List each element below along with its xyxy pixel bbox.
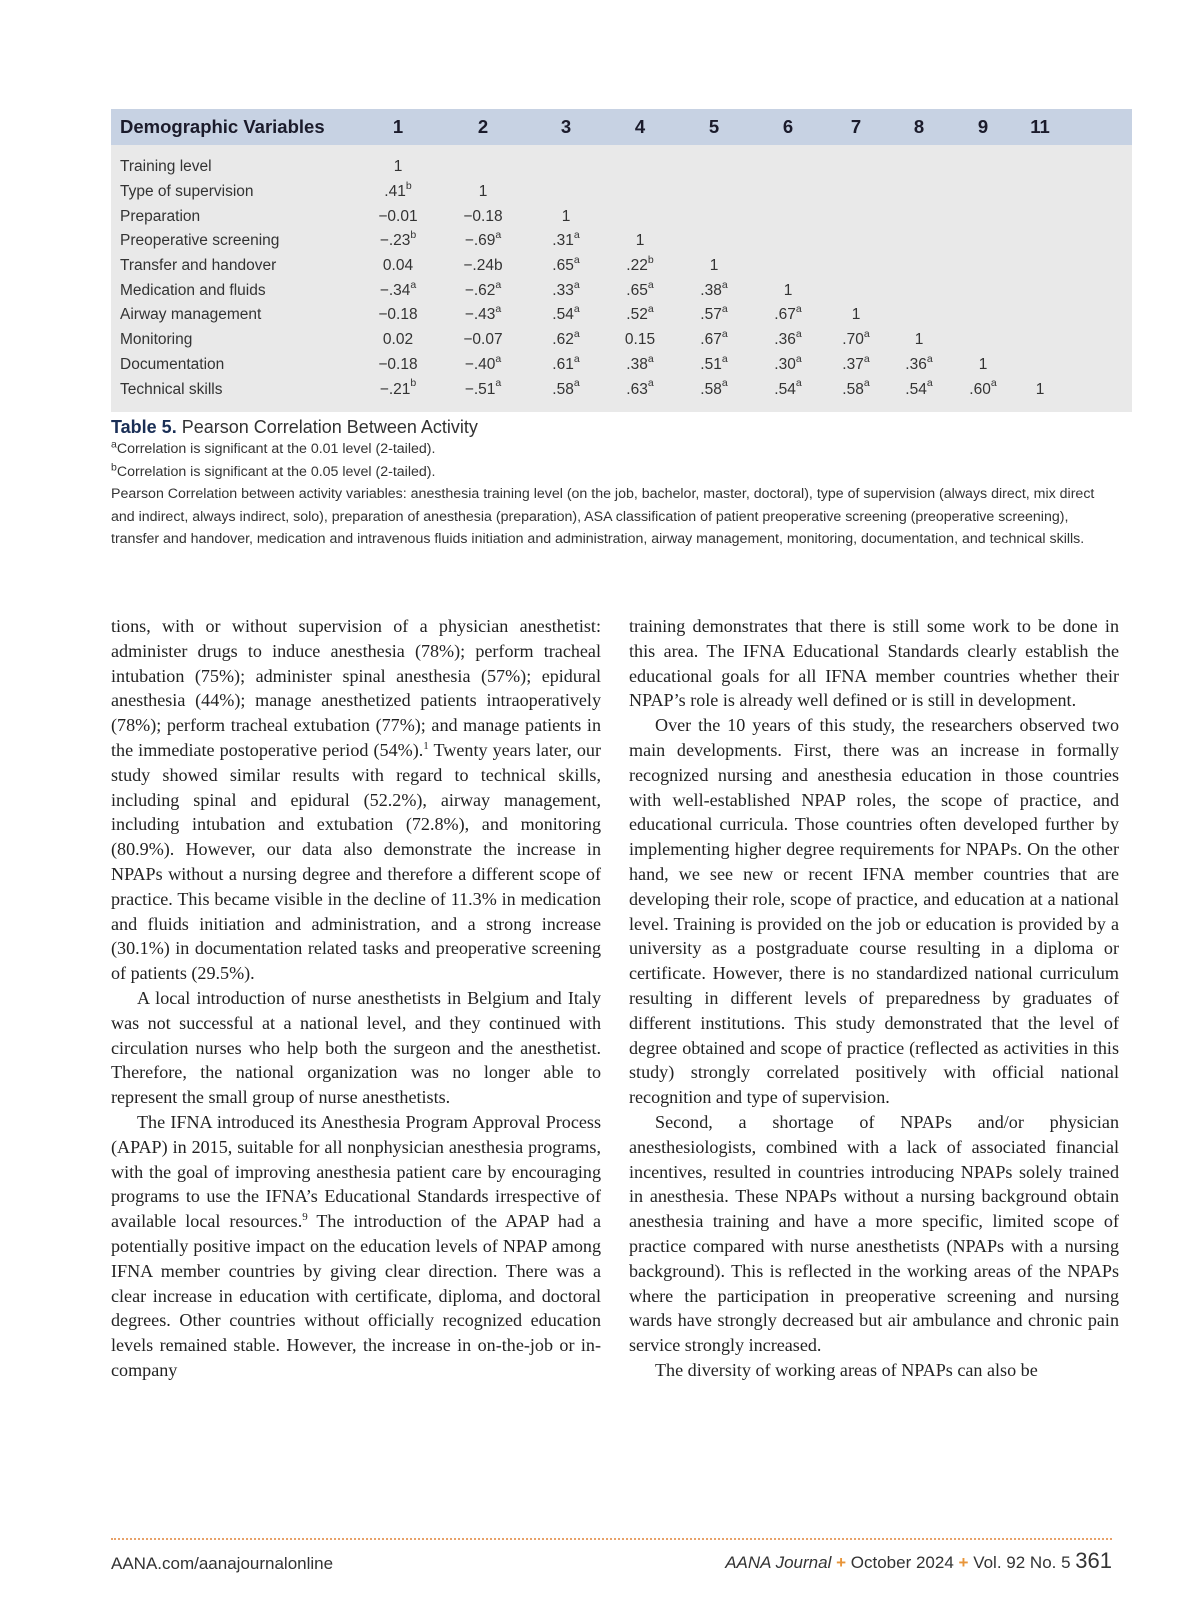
reference-1: 1 <box>423 739 429 752</box>
correlation-cell <box>359 377 437 402</box>
footnote-a-mark: a <box>111 438 117 451</box>
row-spacer <box>1065 353 1132 378</box>
correlation-cell <box>751 180 825 205</box>
row-label: Documentation <box>120 355 225 373</box>
correlation-value: −.51 <box>464 380 496 398</box>
header-col-9: 9 <box>951 109 1015 145</box>
significance-mark: a <box>647 377 654 390</box>
significance-mark: a <box>795 328 802 340</box>
correlation-cell <box>677 155 751 180</box>
correlation-value: .58 <box>700 380 722 398</box>
correlation-value: .52 <box>626 306 648 324</box>
correlation-cell <box>437 229 529 254</box>
correlation-cell <box>603 353 677 378</box>
correlation-cell <box>437 204 529 229</box>
correlation-cell <box>887 254 951 279</box>
significance-mark: a <box>926 352 933 365</box>
correlation-cell <box>887 204 951 229</box>
row-label: Preoperative screening <box>120 232 280 250</box>
correlation-cell <box>951 229 1015 254</box>
plus-icon: + <box>836 1553 847 1572</box>
table-bottom-padding <box>111 402 1132 412</box>
journal-name: AANA Journal <box>725 1553 832 1572</box>
correlation-value: 1 <box>783 281 793 299</box>
table-row <box>111 254 1132 279</box>
table-row <box>111 303 1132 328</box>
left-p1-text-a: tions, with or without supervision of a physician anesthetist: administer drugs to induce anesthesia (78%); perform tracheal intubation (75%); administer spinal anesthesia (57%); epidural anesthesia (44%); manage anesthetized patients intraoperatively (78%); perform tracheal extubation (77%); and manage patients in the immediate postoperative period (54%). <box>111 616 601 760</box>
correlation-value: .65 <box>626 281 648 299</box>
significance-mark: a <box>573 303 580 316</box>
correlation-cell <box>825 353 887 378</box>
row-label: Airway management <box>120 306 262 324</box>
significance-mark: a <box>647 352 654 365</box>
volume-issue: Vol. 92 No. 5 <box>973 1553 1071 1572</box>
left-p1-text-b: Twenty years later, our study showed similar results with regard to technical skills, including spinal and epidural (52.2%), airway management, including intubation and extubation (72.8%), and monitoring (80.9%). However, our data also demonstrate the increase in NPAPs without a nursing degree and therefore a different scope of practice. This became visible in the decline of 11.3% in medication and fluids initiation and administration, and a strong increase (30.1%) in documentation related tasks and preoperative screening of patients (29.5%). <box>111 739 601 984</box>
correlation-cell <box>677 254 751 279</box>
header-col-1: 1 <box>359 109 437 145</box>
correlation-value: .31 <box>552 232 574 250</box>
significance-mark: a <box>573 229 580 242</box>
header-col-5: 5 <box>677 109 751 145</box>
correlation-cell <box>677 328 751 353</box>
body-column-left <box>111 614 601 1383</box>
correlation-cell <box>677 204 751 229</box>
correlation-cell <box>359 204 437 229</box>
correlation-value: −.69 <box>464 232 496 250</box>
correlation-value: 1 <box>1035 380 1045 398</box>
significance-mark: a <box>647 278 654 291</box>
header-variable-label: Demographic Variables <box>111 109 359 145</box>
significance-mark: a <box>495 377 502 390</box>
table-caption <box>111 416 1112 551</box>
significance-mark: b <box>410 229 417 242</box>
correlation-cell <box>1015 155 1065 180</box>
row-spacer <box>1065 180 1132 205</box>
significance-mark: b <box>410 377 417 390</box>
correlation-value: .36 <box>905 355 927 373</box>
significance-mark: a <box>795 352 802 365</box>
correlation-cell <box>887 278 951 303</box>
correlation-cell <box>359 353 437 378</box>
correlation-value: −.43 <box>464 306 496 324</box>
table-row <box>111 180 1132 205</box>
correlation-value: .54 <box>552 306 574 324</box>
correlation-value: .57 <box>700 306 722 324</box>
correlation-cell <box>359 278 437 303</box>
correlation-cell <box>751 353 825 378</box>
correlation-value: .67 <box>774 306 796 324</box>
correlation-cell <box>887 353 951 378</box>
correlation-value: .41 <box>384 183 406 201</box>
correlation-cell <box>1015 229 1065 254</box>
correlation-cell <box>751 328 825 353</box>
correlation-cell <box>751 303 825 328</box>
significance-mark: a <box>990 377 997 390</box>
footer-dotted-rule <box>111 1538 1112 1540</box>
correlation-cell <box>1015 303 1065 328</box>
correlation-cell <box>887 180 951 205</box>
header-col-11: 11 <box>1015 109 1065 145</box>
correlation-cell <box>437 328 529 353</box>
correlation-cell <box>437 254 529 279</box>
correlation-value: 1 <box>851 306 861 324</box>
correlation-value: −.24b <box>463 257 503 275</box>
correlation-value: .36 <box>774 331 796 349</box>
significance-mark: a <box>573 377 580 390</box>
row-label: Transfer and handover <box>120 257 277 275</box>
caption-description: Pearson Correlation between activity variables: anesthesia training level (on the job, bachelor, master, doctoral), type of supervision (always direct, mix direct and indirect, always indirect, solo), preparation of anesthesia (preparation), ASA classification of patient preoperative screening (preoperative screening), transfer and handover, medication and intravenous fluids initiation and administration, airway management, monitoring, documentation, and technical skills. <box>111 486 1095 547</box>
correlation-cell <box>825 229 887 254</box>
row-spacer <box>1065 278 1132 303</box>
correlation-value: .65 <box>552 257 574 275</box>
correlation-cell <box>825 303 887 328</box>
correlation-cell <box>751 229 825 254</box>
correlation-value: 1 <box>393 158 403 176</box>
table-header-row <box>111 109 1132 145</box>
row-spacer <box>1065 254 1132 279</box>
correlation-cell <box>603 328 677 353</box>
correlation-cell <box>951 155 1015 180</box>
correlation-value: −.23 <box>379 232 411 250</box>
correlation-cell <box>359 328 437 353</box>
correlation-value: .51 <box>700 355 722 373</box>
right-paragraph-1: training demonstrates that there is still some work to be done in this area. The IFNA Educational Standards clearly establish the educational goals for all IFNA member countries whether their NPAP’s role is already well defined or is still in development. <box>629 616 1119 711</box>
correlation-cell <box>751 204 825 229</box>
correlation-cell <box>1015 204 1065 229</box>
row-spacer <box>1065 204 1132 229</box>
significance-mark: a <box>721 278 728 291</box>
significance-mark: a <box>795 377 802 390</box>
significance-mark: a <box>495 352 502 365</box>
journal-website-link[interactable]: AANA.com/aanajournalonline <box>111 1554 334 1573</box>
table-row <box>111 353 1132 378</box>
table-row <box>111 204 1132 229</box>
correlation-cell <box>751 377 825 402</box>
correlation-cell <box>677 278 751 303</box>
issue-date: October 2024 <box>850 1553 954 1572</box>
correlation-cell <box>437 180 529 205</box>
significance-mark: a <box>721 303 728 316</box>
correlation-cell <box>1015 377 1065 402</box>
significance-mark: a <box>795 303 802 316</box>
correlation-cell <box>677 229 751 254</box>
correlation-cell <box>603 254 677 279</box>
right-paragraph-4: The diversity of working areas of NPAPs can also be <box>655 1359 1038 1380</box>
row-spacer <box>1065 229 1132 254</box>
correlation-cell <box>1015 328 1065 353</box>
correlation-value: −0.18 <box>378 306 418 324</box>
table-top-padding-cell <box>111 145 1132 155</box>
correlation-cell <box>825 377 887 402</box>
table-row <box>111 229 1132 254</box>
correlation-cell <box>825 328 887 353</box>
correlation-cell <box>951 180 1015 205</box>
plus-icon: + <box>958 1553 969 1572</box>
correlation-value: .54 <box>905 380 927 398</box>
footer-citation <box>725 1548 1112 1574</box>
left-paragraph-3 <box>111 1110 601 1383</box>
correlation-value: −0.01 <box>378 207 418 225</box>
correlation-cell <box>1015 353 1065 378</box>
correlation-cell <box>529 328 603 353</box>
footnote-b-text: Correlation is significant at the 0.05 level (2-tailed). <box>116 463 436 480</box>
correlation-cell <box>529 254 603 279</box>
correlation-value: .37 <box>842 355 864 373</box>
correlation-cell <box>359 155 437 180</box>
correlation-cell <box>887 328 951 353</box>
left-paragraph-2: A local introduction of nurse anesthetists in Belgium and Italy was not successful at a national level, and they continued with circulation nurses who help both the surgeon and the anesthetist. Therefore, the national organization was no longer able to represent the small group of nurse anesthetists. <box>111 987 601 1108</box>
caption-title-line <box>111 416 1112 438</box>
header-col-8: 8 <box>887 109 951 145</box>
correlation-value: 1 <box>478 183 488 201</box>
significance-mark: a <box>721 377 728 390</box>
correlation-value: .54 <box>774 380 796 398</box>
row-label: Medication and fluids <box>120 281 266 299</box>
significance-mark: a <box>573 352 580 365</box>
footnote-a <box>111 438 1112 461</box>
correlation-cell <box>825 254 887 279</box>
correlation-value: 1 <box>978 355 988 373</box>
significance-mark: a <box>573 328 580 340</box>
correlation-cell <box>751 278 825 303</box>
correlation-value: .63 <box>626 380 648 398</box>
correlation-cell <box>603 303 677 328</box>
correlation-cell <box>887 377 951 402</box>
correlation-cell <box>359 303 437 328</box>
correlation-cell <box>603 204 677 229</box>
reference-9: 9 <box>302 1211 308 1224</box>
left-p3-text-b: The introduction of the APAP had a potentially positive impact on the education levels of NPAP among IFNA member countries by giving clear direction. There was a clear increase in education with certificate, diploma, and doctoral degrees. Other countries without officially recognized education levels remained stable. However, the increase in on-the-job or in-company <box>111 1211 601 1380</box>
correlation-cell <box>529 229 603 254</box>
row-label: Preparation <box>120 207 201 225</box>
significance-mark: a <box>863 328 870 340</box>
correlation-value: −.34 <box>379 281 411 299</box>
correlation-cell <box>887 229 951 254</box>
correlation-cell <box>751 155 825 180</box>
correlation-cell <box>529 204 603 229</box>
right-paragraph-2: Over the 10 years of this study, the researchers observed two main developments. First, there was an increase in formally recognized nursing and anesthesia education in those countries with well-established NPAP roles, the scope of practice, and educational curricula. Those countries often developed further by implementing higher degree requirements for NPAPs. On the other hand, we see new or recent IFNA member countries that are developing their role, scope of practice, and education at a national level. Training is provided on the job or education is provided by a university as a postgraduate course resulting in a diploma or certificate. However, there is no standardized national curriculum resulting in different levels of preparedness by graduates of different institutions. This study demonstrated that the level of degree obtained and scope of practice (reflected as activities in this study) strongly correlated positively with official national recognition and type of supervision. <box>629 715 1119 1108</box>
significance-mark: a <box>721 352 728 365</box>
correlation-table-container <box>111 109 1112 412</box>
body-column-right <box>629 614 1119 1383</box>
correlation-cell <box>359 254 437 279</box>
correlation-cell <box>437 353 529 378</box>
correlation-value: .67 <box>700 331 722 349</box>
significance-mark: a <box>647 303 654 316</box>
correlation-value: .70 <box>842 331 864 349</box>
correlation-cell <box>751 254 825 279</box>
footnote-b-mark: b <box>111 460 117 473</box>
significance-mark: a <box>495 229 502 242</box>
correlation-cell <box>951 328 1015 353</box>
correlation-value: .38 <box>626 355 648 373</box>
table-row <box>111 377 1132 402</box>
correlation-cell <box>951 303 1015 328</box>
correlation-cell <box>529 377 603 402</box>
correlation-value: .61 <box>552 355 574 373</box>
significance-mark: a <box>410 278 417 291</box>
footnote-b <box>111 461 1112 484</box>
right-paragraph-3: Second, a shortage of NPAPs and/or physician anesthesiologists, combined with a lack of associated financial incentives, resulted in countries introducing NPAPs solely trained in anesthesia. These NPAPs without a nursing background obtain anesthesia training and have a more specific, limited scope of practice compared with nurse anesthetists (NPAPs with a nursing background). This is reflected in the working areas of the NPAPs where the participation in preoperative screening and nursing wards have strongly decreased but air ambulance and chronic pain service strongly increased. <box>629 1111 1119 1356</box>
correlation-cell <box>529 303 603 328</box>
row-label: Technical skills <box>120 380 223 398</box>
correlation-cell <box>437 278 529 303</box>
correlation-cell <box>603 180 677 205</box>
correlation-cell <box>359 180 437 205</box>
correlation-cell <box>825 278 887 303</box>
table-row <box>111 328 1132 353</box>
table-bottom-padding-cell <box>111 402 1132 412</box>
table-row <box>111 278 1132 303</box>
row-spacer <box>1065 155 1132 180</box>
correlation-cell <box>437 377 529 402</box>
header-col-2: 2 <box>437 109 529 145</box>
correlation-value: .58 <box>842 380 864 398</box>
significance-mark: a <box>573 278 580 291</box>
correlation-cell <box>1015 254 1065 279</box>
correlation-value: −.40 <box>464 355 496 373</box>
correlation-cell <box>951 353 1015 378</box>
significance-mark: a <box>495 303 502 316</box>
correlation-value: 1 <box>561 207 571 225</box>
correlation-cell <box>1015 180 1065 205</box>
table-title: Pearson Correlation Between Activity <box>181 417 478 437</box>
significance-mark: a <box>926 377 933 390</box>
correlation-value: −0.07 <box>463 331 503 349</box>
correlation-cell <box>677 377 751 402</box>
page-footer <box>111 1548 1112 1578</box>
header-spacer <box>1065 109 1132 145</box>
correlation-value: .58 <box>552 380 574 398</box>
correlation-value: .30 <box>774 355 796 373</box>
table-label: Table 5. <box>111 417 177 437</box>
significance-mark: a <box>573 253 580 266</box>
correlation-cell <box>951 377 1015 402</box>
significance-mark: b <box>647 253 654 266</box>
correlation-value: .38 <box>700 281 722 299</box>
correlation-cell <box>887 155 951 180</box>
row-spacer <box>1065 377 1132 402</box>
significance-mark: a <box>863 352 870 365</box>
correlation-value: 1 <box>709 257 719 275</box>
row-spacer <box>1065 303 1132 328</box>
left-p3-text-a: The IFNA introduced its Anesthesia Program Approval Process (APAP) in 2015, suitable for all nonphysician anesthesia programs, with the goal of improving anesthesia patient care by encouraging programs to use the IFNA’s Educational Standards irrespective of available local resources. <box>111 1111 601 1232</box>
correlation-cell <box>1015 278 1065 303</box>
correlation-cell <box>825 204 887 229</box>
header-col-3: 3 <box>529 109 603 145</box>
table-row <box>111 155 1132 180</box>
correlation-cell <box>603 229 677 254</box>
correlation-cell <box>677 303 751 328</box>
row-spacer <box>1065 328 1132 353</box>
row-label: Type of supervision <box>120 183 254 201</box>
correlation-value: 0.02 <box>382 331 414 349</box>
correlation-value: 1 <box>635 232 645 250</box>
left-paragraph-1 <box>111 614 601 986</box>
correlation-cell <box>677 180 751 205</box>
significance-mark: a <box>863 377 870 390</box>
correlation-cell <box>677 353 751 378</box>
table-body <box>111 145 1132 412</box>
correlation-value: .62 <box>552 331 574 349</box>
correlation-value: .60 <box>969 380 991 398</box>
significance-mark: a <box>721 328 728 340</box>
correlation-cell <box>951 254 1015 279</box>
correlation-cell <box>359 229 437 254</box>
correlation-value: −.21 <box>379 380 411 398</box>
correlation-cell <box>529 155 603 180</box>
correlation-value: .33 <box>552 281 574 299</box>
correlation-cell <box>887 303 951 328</box>
correlation-cell <box>951 204 1015 229</box>
page-number: 361 <box>1075 1548 1112 1573</box>
correlation-value: 1 <box>914 331 924 349</box>
table-top-padding <box>111 145 1132 155</box>
header-col-7: 7 <box>825 109 887 145</box>
correlation-cell <box>529 278 603 303</box>
correlation-cell <box>603 377 677 402</box>
correlation-cell <box>603 155 677 180</box>
row-label: Monitoring <box>120 331 193 349</box>
correlation-cell <box>825 155 887 180</box>
header-col-6: 6 <box>751 109 825 145</box>
correlation-value: −.62 <box>464 281 496 299</box>
correlation-cell <box>437 155 529 180</box>
footnote-a-text: Correlation is significant at the 0.01 level (2-tailed). <box>116 441 436 457</box>
correlation-cell <box>437 303 529 328</box>
correlation-value: 0.15 <box>624 331 656 349</box>
correlation-value: .22 <box>626 257 648 275</box>
correlation-cell <box>603 278 677 303</box>
correlation-value: −0.18 <box>463 207 503 225</box>
correlation-cell <box>825 180 887 205</box>
correlation-value: −0.18 <box>378 355 418 373</box>
correlation-cell <box>951 278 1015 303</box>
correlation-cell <box>529 353 603 378</box>
significance-mark: a <box>495 278 502 291</box>
correlation-value: 0.04 <box>382 257 414 275</box>
significance-mark: b <box>405 179 412 192</box>
correlation-cell <box>529 180 603 205</box>
row-label: Training level <box>120 158 212 176</box>
correlation-table <box>111 109 1132 412</box>
header-col-4: 4 <box>603 109 677 145</box>
